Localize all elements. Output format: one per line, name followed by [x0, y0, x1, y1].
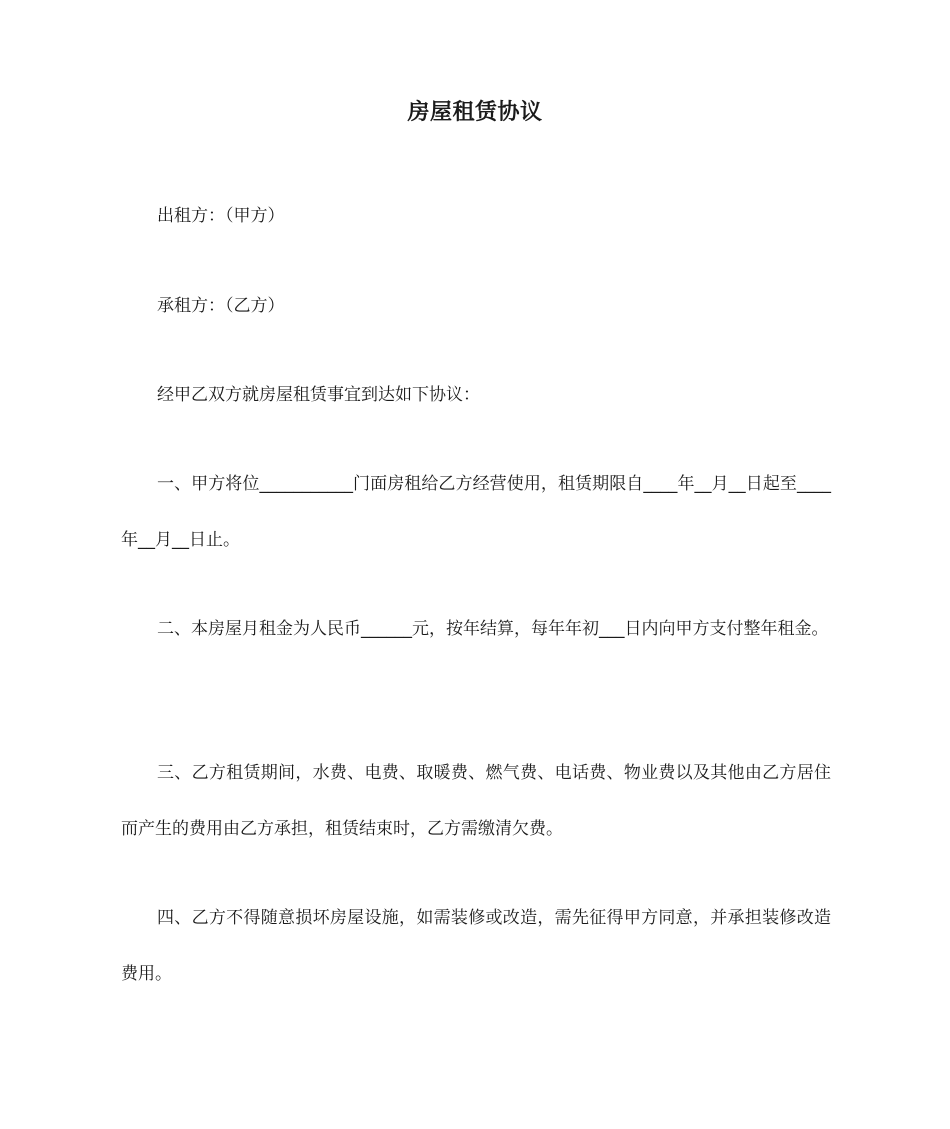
document-title: 房屋租赁协议: [407, 100, 543, 125]
clause-2: 二、本房屋月租金为人民币______元，按年结算，每年年初___日内向甲方支付整年租金。: [157, 619, 829, 639]
clause-4: 四、乙方不得随意损坏房屋设施，如需装修或改造，需先征得甲方同意，并承担装修改造费用。: [121, 908, 831, 984]
clause-1: 一、甲方将位___________门面房租给乙方经营使用，租赁期限自____年__月__日起至____年__月__日止。: [121, 474, 831, 550]
clause-3: 三、乙方租赁期间，水费、电费、取暖费、燃气费、电话费、物业费以及其他由乙方居住而产生的费用由乙方承担，租赁结束时，乙方需缴清欠费。: [121, 763, 831, 839]
lessee-line: 承租方：（乙方）: [157, 296, 285, 316]
lessor-line: 出租方：（甲方）: [157, 206, 285, 226]
agreement-intro: 经甲乙双方就房屋租赁事宜到达如下协议：: [157, 385, 480, 405]
